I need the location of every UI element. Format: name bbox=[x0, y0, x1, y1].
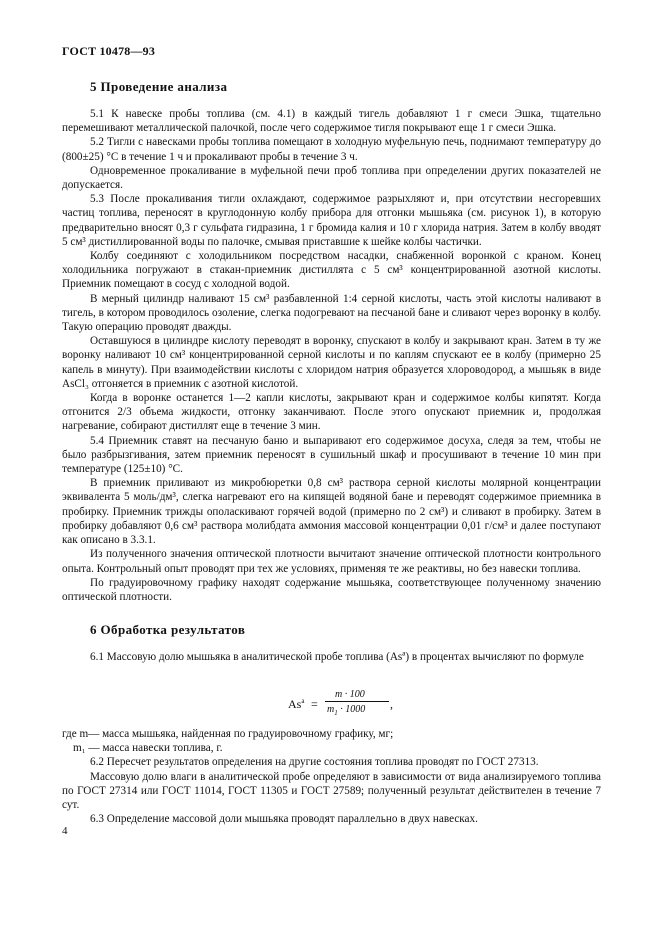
paragraph-5-4-c: Из полученного значения оптической плотности вычитают значение оптической плотности контрольного опыта. Контрольный опыт проводят при тех же условиях, применяя те же реактивы, но без навески топлива. bbox=[62, 548, 601, 575]
section-6-heading: 6 Обработка результатов bbox=[90, 622, 246, 637]
paragraph-6-3: 6.3 Определение массовой доли мышьяка проводят параллельно в двух навесках. bbox=[90, 813, 478, 826]
formula-lhs: As$^a$ bbox=[288, 697, 305, 711]
paragraph-5-2-note: Одновременное прокаливание в муфельной печи проб топлива при определении других показателей не допускается. bbox=[62, 164, 601, 192]
paragraph-5-2: 5.2 Тигли с навесками пробы топлива помещают в холодную муфельную печь, поднимают температуру до (800±25) °С в течение 1 ч и прокаливают пробы в течение 3 ч. bbox=[62, 136, 601, 163]
formula-comma: , bbox=[390, 697, 393, 711]
section-6-intro bbox=[62, 650, 601, 664]
paragraph-5-3-d: Оставшуюся в цилиндре кислоту переводят в воронку, спускают в колбу и закрывают кран. Затем в ту же воронку наливают 10 см³ концентрированной серной кислоты и по каплям спускают ее в колбу (примерно 25 капель в минуту). При взаимодействии кислоты с хлоридом натрия образуется хлороводород, а мышьяк в виде AsCl₃ отгоняется в приемник с азотной кислотой. bbox=[62, 335, 601, 390]
section-5-heading: 5 Проведение анализа bbox=[90, 79, 228, 94]
paragraph-6-2: 6.2 Пересчет результатов определения на другие состояния топлива проводят по ГОСТ 27313. bbox=[90, 756, 539, 769]
paragraph-5-3-e: Когда в воронке останется 1—2 капли кислоты, закрывают кран и содержимое колбы кипятят. Когда отгонится 2/3 объема жидкости, отгонку заканчивают. После этого опускают приемник и, продолжая нагревание, собирают дистиллят еще в течение 3 мин. bbox=[62, 392, 601, 433]
paragraph-5-1: 5.1 К навеске пробы топлива (см. 4.1) в каждый тигель добавляют 1 г смеси Эшка, тщательно перемешивают металлической палочкой, после чего содержимое тигля покрывают еще 1 г смеси Эшка. bbox=[62, 108, 601, 135]
paragraph-5-3-b: Колбу соединяют с холодильником посредством насадки, снабженной воронкой с краном. Конец холодильника погружают в стакан-приемник дистиллята с 5 см³ концентрированной азотной кислоты. Приемник помещают в сосуд с холодной водой. bbox=[62, 250, 601, 291]
paragraph-6-1: 6.1 Массовую долю мышьяка в аналитической пробе топлива (Asª) в процентах вычисляют по формуле bbox=[90, 651, 584, 663]
paragraph-5-3-c: В мерный цилиндр наливают 15 см³ разбавленной 1:4 серной кислоты, часть этой кислоты наливают в тигель, в котором проводилось озоление, слегка подогревают на песчаной бане и сливают через воронку в колбу. Такую операцию проводят дважды. bbox=[62, 292, 601, 334]
where-line-m1: m₁ — масса навески топлива, г. bbox=[73, 742, 223, 755]
page-number: 4 bbox=[62, 825, 68, 837]
paragraph-5-4: 5.4 Приемник ставят на песчаную баню и выпаривают его содержимое досуха, следя за тем, чтобы не было разбрызгивания, затем приемник переносят в сушильный шкаф и просушивают в течение 10 мин при температуре (125±10) °С. bbox=[62, 434, 601, 476]
where-line-m: где m— масса мышьяка, найденная по градуировочному графику, мг; bbox=[62, 728, 394, 740]
paragraph-5-3: 5.3 После прокаливания тигли охлаждают, содержимое разрыхляют и, при отсутствии несгоревших частиц топлива, переносят в круглодонную колбу прибора для отгонки мышьяка (см. рисунок 1), в которую предварительно вносят 0,3 г сульфата гидразина, 1 г бромида калия и 10 г хлорида натрия. Затем в колбу вводят 5 см³ дистиллированной воды по палочке, смывая приставшие к шейке колбы частички. bbox=[62, 193, 601, 248]
paragraph-5-4-d: По градуировочному графику находят содержание мышьяка, соответствующее полученному значению оптической плотности. bbox=[62, 576, 601, 603]
arsenic-formula bbox=[288, 688, 408, 722]
paragraph-5-4-b: В приемник приливают из микробюретки 0,8 см³ раствора серной кислоты молярной концентрации эквивалента 5 моль/дм³, слегка нагревают его на кипящей водяной бане и переводят содержимое приемника в пробирку. Приемник трижды ополаскивают горячей водой (примерно по 2 см³) и сливают в пробирку. Затем в пробирку добавляют 0,6 см³ раствора молибдата аммония массовой концентрации 0,01 г/см³ и далее поступают как описано в 3.3.1. bbox=[62, 477, 601, 547]
formula-numerator: m · 100 bbox=[335, 689, 365, 700]
fraction-bar bbox=[325, 701, 389, 702]
document-header: ГОСТ 10478—93 bbox=[62, 44, 156, 58]
formula-denominator: $m_1 \cdot 1000$ bbox=[327, 704, 366, 717]
paragraph-6-2-b: Массовую долю влаги в аналитической пробе определяют в зависимости от вида анализируемого топлива по ГОСТ 27314 или ГОСТ 11014, ГОСТ 11305 и ГОСТ 27589; полученный результат действителен в течение 7 сут. bbox=[62, 770, 601, 812]
formula-equals: = bbox=[311, 697, 318, 711]
section-6-body bbox=[62, 727, 601, 826]
section-5-body bbox=[62, 107, 601, 604]
